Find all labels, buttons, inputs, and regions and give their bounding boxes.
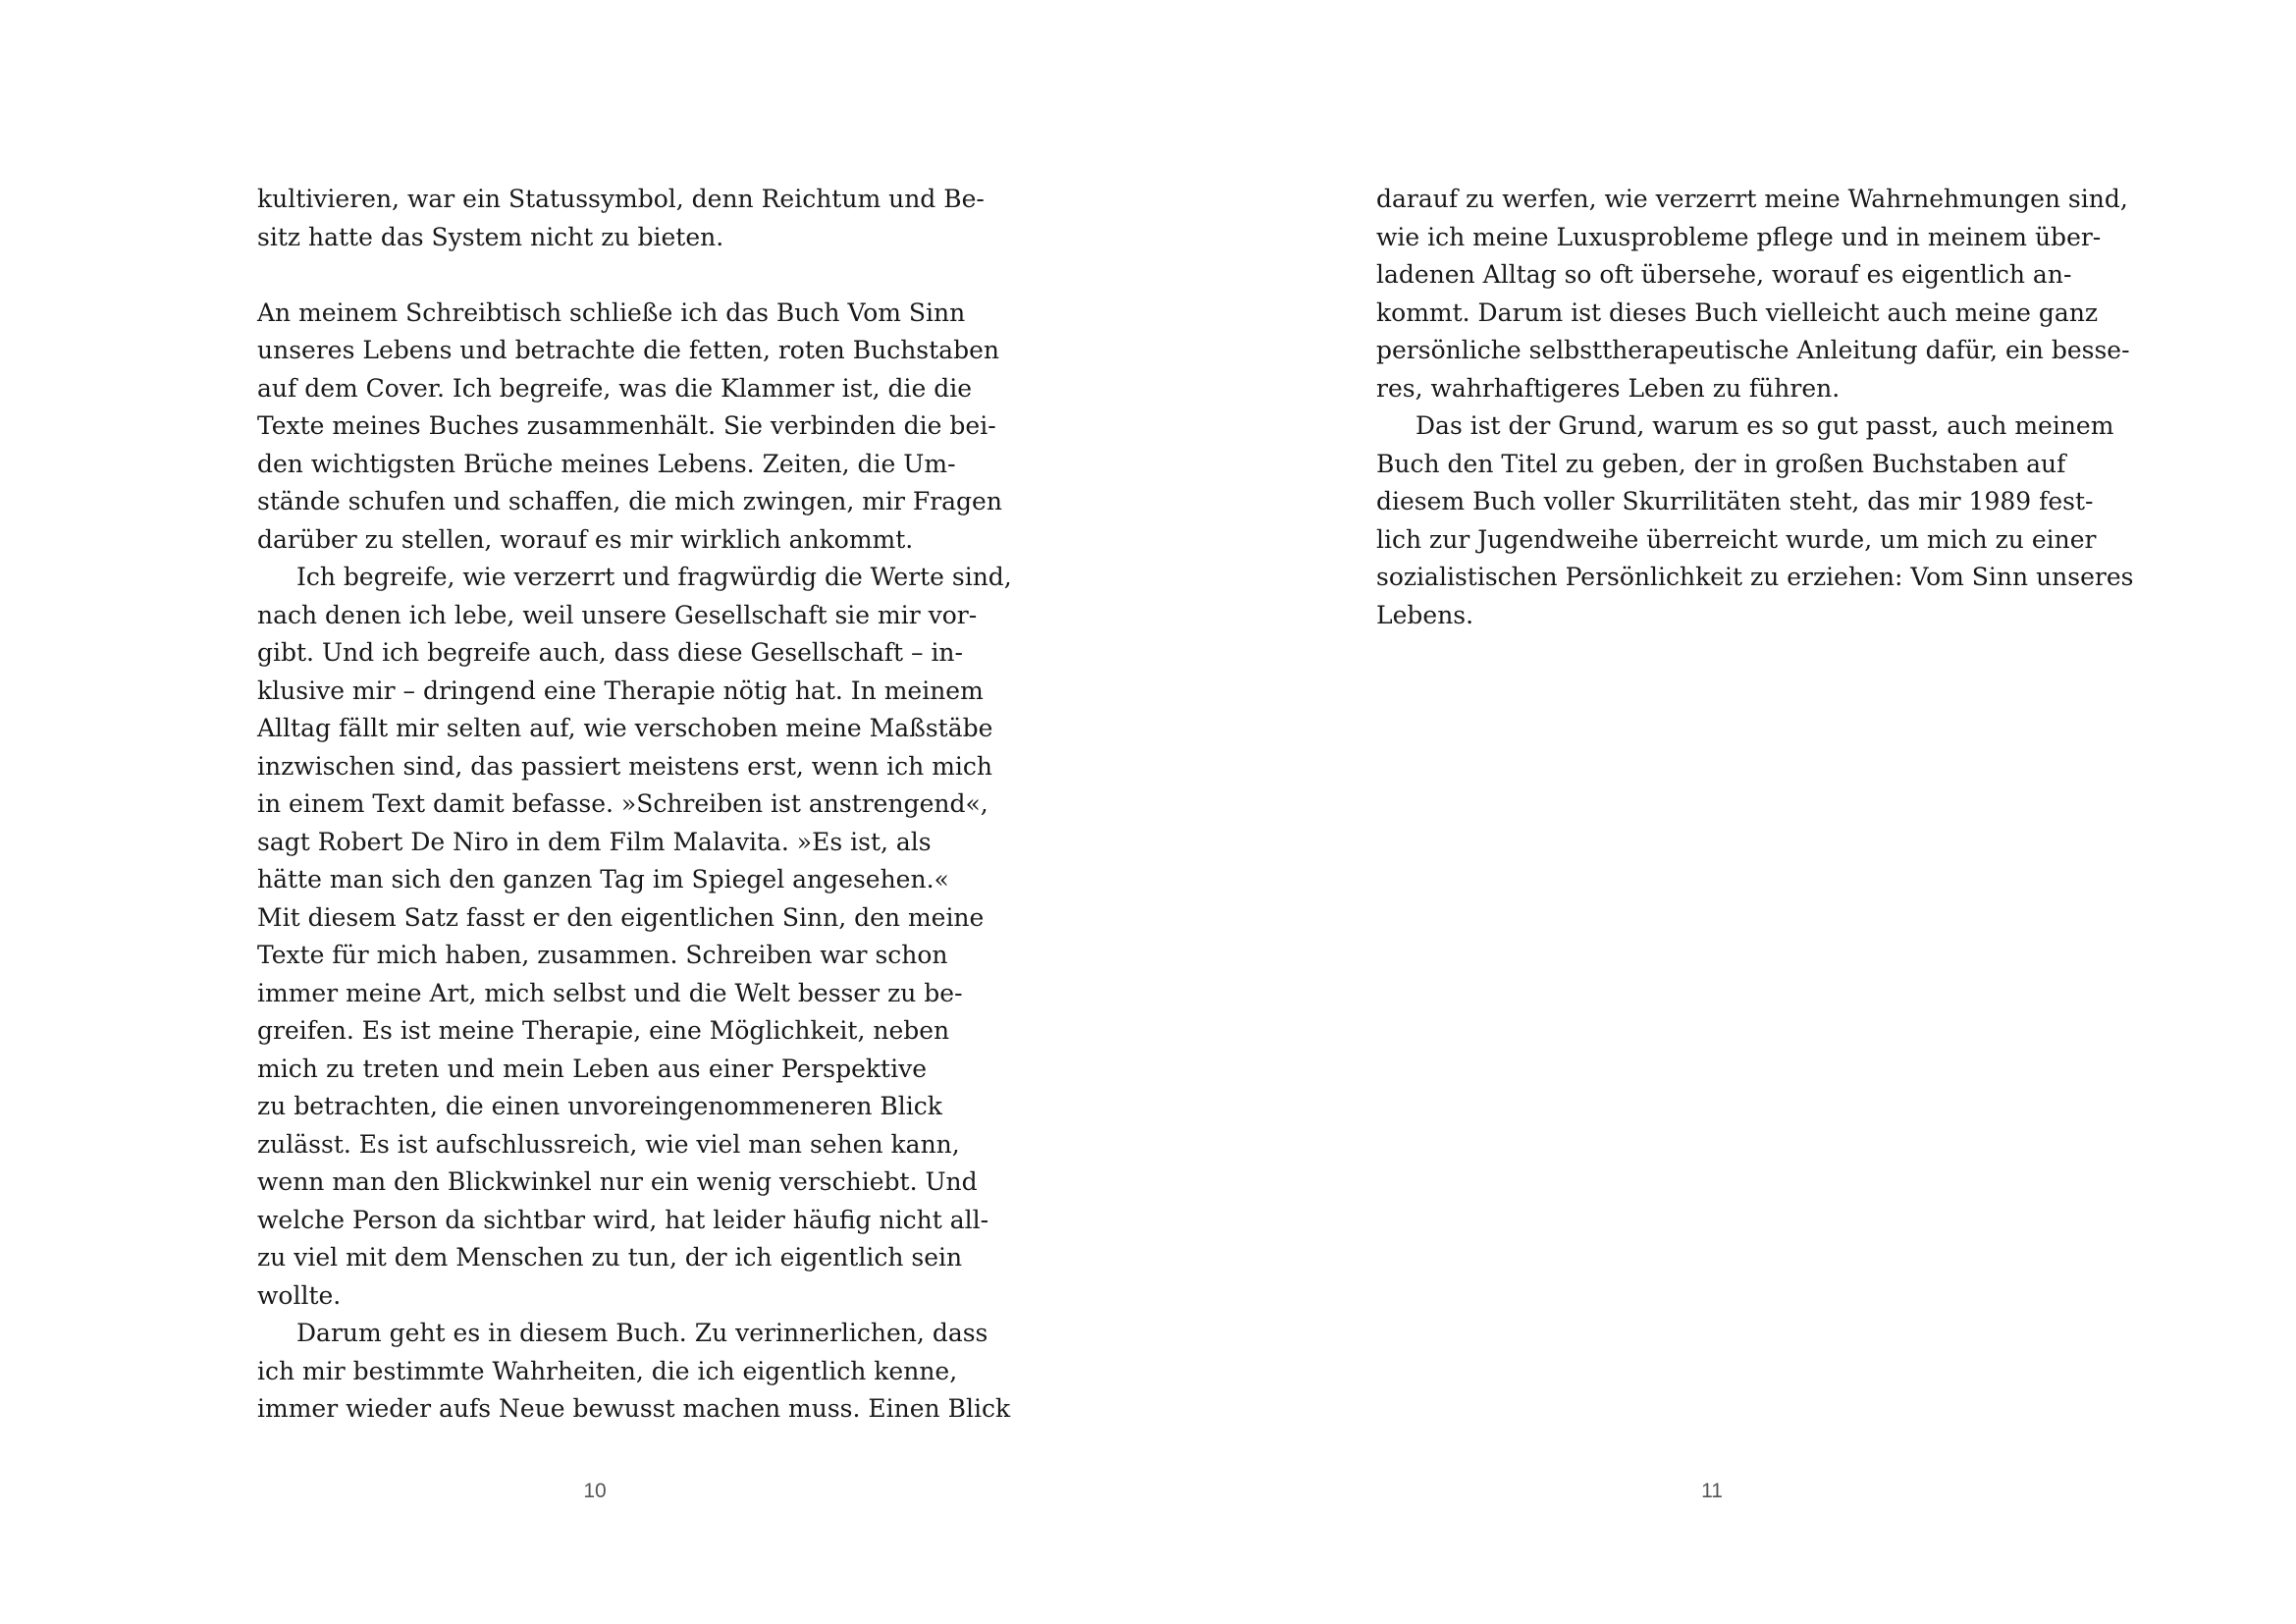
text-line: nach denen ich lebe, weil unsere Gesellschaft sie mir vor- <box>257 600 978 629</box>
text-line: Darum geht es in diesem Buch. Zu verinnerlichen, dass <box>296 1319 988 1347</box>
text-line: in einem Text damit befasse. »Schreiben ist anstrengend«, <box>257 789 988 818</box>
paragraph-gap <box>257 256 927 295</box>
text-line: immer wieder aufs Neue bewusst machen muss. Einen Blick <box>257 1394 1011 1423</box>
text-line: sagt Robert De Niro in dem Film Malavita. »Es ist, als <box>257 827 932 856</box>
text-line: stände schufen und schaffen, die mich zwingen, mir Fragen <box>257 487 1002 515</box>
text-line: wollte. <box>257 1280 342 1310</box>
text-line: Lebens. <box>1376 600 1474 629</box>
text-line: An meinem Schreibtisch schließe ich das Buch Vom Sinn <box>257 298 966 327</box>
text-line: sozialistischen Persönlichkeit zu erziehen: Vom Sinn unseres <box>1376 563 2134 591</box>
text-line: Alltag fällt mir selten auf, wie verschoben meine Maßstäbe <box>257 714 993 742</box>
text-line: Texte meines Buches zusammenhält. Sie verbinden die bei- <box>257 411 996 440</box>
text-line: auf dem Cover. Ich begreife, was die Klammer ist, die die <box>257 373 973 403</box>
text-line: diesem Buch voller Skurrilitäten steht, das mir 1989 fest- <box>1376 487 2094 515</box>
page-number-right: 11 <box>1701 1480 1723 1502</box>
text-line: lich zur Jugendweihe überreicht wurde, um mich zu einer <box>1376 524 2097 554</box>
text-line: res, wahrhaftigeres Leben zu führen. <box>1376 373 1841 403</box>
text-line: gibt. Und ich begreife auch, dass diese Gesellschaft – in- <box>257 638 963 667</box>
text-line: den wichtigsten Brüche meines Lebens. Zeiten, die Um- <box>257 449 956 478</box>
text-line: mich zu treten und mein Leben aus einer Perspektive <box>257 1054 927 1083</box>
text-line: zulässt. Es ist aufschlussreich, wie viel man sehen kann, <box>257 1129 960 1159</box>
text-line: Buch den Titel zu geben, der in großen Buchstaben auf <box>1376 449 2066 478</box>
right-page-body <box>1376 181 2134 634</box>
text-line: zu betrachten, die einen unvoreingenommeneren Blick <box>257 1092 942 1120</box>
text-line: wie ich meine Luxusprobleme pflege und in meinem über- <box>1376 222 2102 251</box>
text-line: kommt. Darum ist dieses Buch vielleicht auch meine ganz <box>1376 298 2099 327</box>
text-line: hätte man sich den ganzen Tag im Spiegel angesehen.« <box>257 865 949 893</box>
text-line: greifen. Es ist meine Therapie, eine Möglichkeit, neben <box>257 1016 950 1045</box>
text-line: unseres Lebens und betrachte die fetten, roten Buchstaben <box>257 336 999 364</box>
text-line: Ich begreife, wie verzerrt und fragwürdig die Werte sind, <box>296 563 1012 591</box>
page-number-left: 10 <box>583 1480 607 1502</box>
text-line: klusive mir – dringend eine Therapie nötig hat. In meinem <box>257 676 984 705</box>
text-line: zu viel mit dem Menschen zu tun, der ich eigentlich sein <box>257 1243 963 1272</box>
text-line: immer meine Art, mich selbst und die Welt besser zu be- <box>257 978 963 1007</box>
text-line: inzwischen sind, das passiert meistens erst, wenn ich mich <box>257 751 992 781</box>
text-line: persönliche selbsttherapeutische Anleitung dafür, ein besse- <box>1376 336 2130 364</box>
text-line: kultivieren, war ein Statussymbol, denn Reichtum und Be- <box>257 185 985 213</box>
text-line: ladenen Alltag so oft übersehe, worauf es eigentlich an- <box>1376 260 2072 289</box>
text-line: welche Person da sichtbar wird, hat leider häufig nicht all- <box>257 1205 989 1234</box>
text-line: sitz hatte das System nicht zu bieten. <box>257 222 724 251</box>
text-line: wenn man den Blickwinkel nur ein wenig verschiebt. Und <box>257 1167 978 1196</box>
text-line: ich mir bestimmte Wahrheiten, die ich eigentlich kenne, <box>257 1356 958 1385</box>
text-line: darauf zu werfen, wie verzerrt meine Wahrnehmungen sind, <box>1376 185 2128 213</box>
text-line: Texte für mich haben, zusammen. Schreiben war schon <box>257 941 948 969</box>
text-line: Das ist der Grund, warum es so gut passt, auch meinem <box>1415 411 2114 440</box>
text-line: darüber zu stellen, worauf es mir wirklich ankommt. <box>257 524 914 554</box>
left-page-body <box>257 181 1012 1429</box>
text-line: Mit diesem Satz fasst er den eigentlichen Sinn, den meine <box>257 902 985 932</box>
